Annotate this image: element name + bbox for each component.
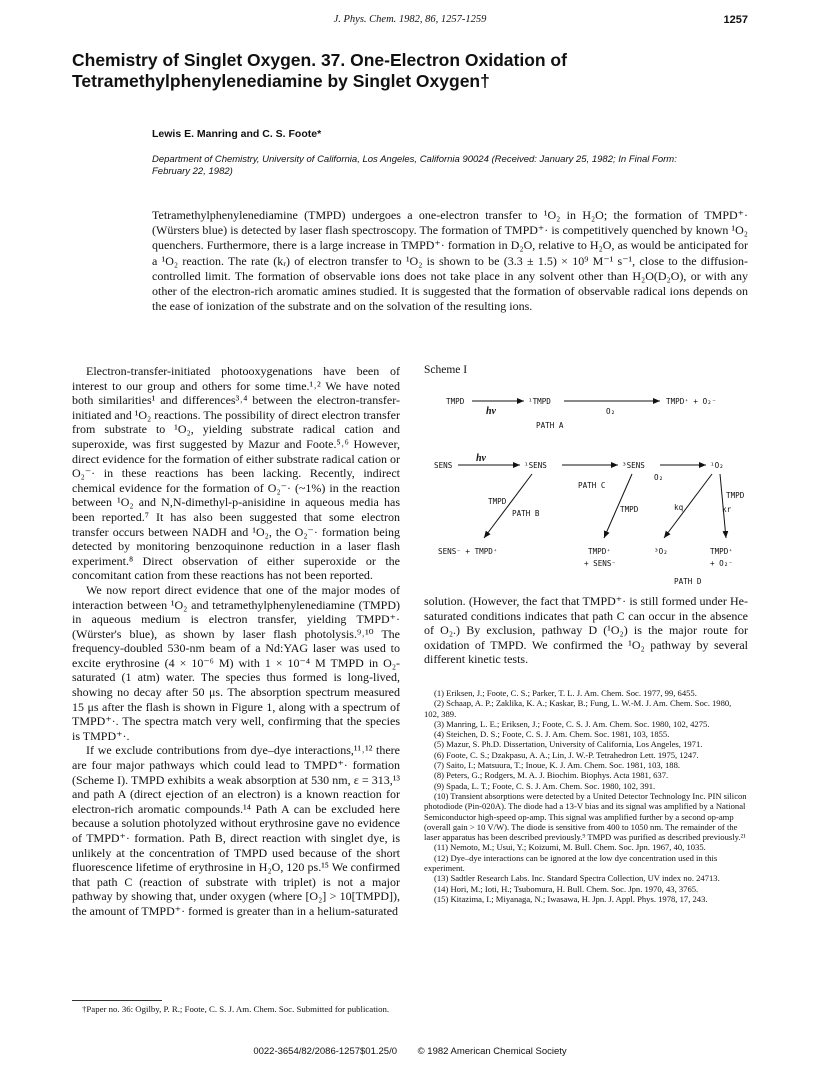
article-title: Chemistry of Singlet Oxygen. 37. One-Electron Oxidation of Tetramethylphenylenediamine by Singlet Oxygen† [72, 50, 567, 91]
reference-item: (14) Hori, M.; Ioti, H.; Tsubomura, H. Bull. Chem. Soc. Jpn. 1970, 43, 3765. [434, 883, 699, 894]
tmpd-label-b: TMPD [488, 497, 507, 506]
page-footer [72, 1046, 748, 1057]
reference-item: (9) Spada, L. T.; Foote, C. S. J. Am. Chem. Soc. 1980, 102, 391. [434, 780, 656, 791]
sens-singlet-label: ¹SENS [524, 461, 547, 470]
path-b-label: PATH B [512, 509, 540, 518]
hv-label: hν [486, 406, 496, 417]
product-b-label: SENS⁻ + TMPD⁺ [438, 547, 498, 556]
reference-item: (6) Foote, C. S.; Dzakpasu, A. A.; Lin, J. W.-P. Tetrahedron Lett. 1975, 1247. [434, 749, 699, 760]
product-d-superoxide-label: + O₂⁻ [710, 559, 733, 568]
page-number: 1257 [723, 14, 748, 26]
body-paragraph: If we exclude contributions from dye–dye interactions,¹¹˒¹² there are four major pathways which could lead to TMPD⁺· formation (Scheme I). TMPD exhibits a weak absorption at 530 nm, ε = 313,¹³ and path A (direct ejection of an electron) is a known reaction for electron-rich aromatic compounds.¹⁴ Path A can be excluded here because a solution photolyzed without erythrosine gave no evidence of TMPD⁺· formation. Path B, direct reaction with singlet dye, is unlikely at the concentration of TMPD used because of the short fluorescence lifetime of erythrosine in H₂O, 120 ps.¹⁵ We confirmed that path C (reaction of substrate with triplet) is not a major pathway by showing that, under oxygen (where [O₂] > 10[TMPD]), the amount of TMPD⁺· formed is greater than in a helium-saturated [72, 743, 400, 918]
o2-singlet-label: ¹O₂ [710, 461, 724, 470]
author-list: Lewis E. Manring and C. S. Foote* [152, 128, 322, 140]
title-footnote: †Paper no. 36: Ogilby, P. R.; Foote, C. S. J. Am. Chem. Soc. Submitted for publication. [82, 1004, 390, 1014]
tmpd-label-d: TMPD [726, 491, 745, 500]
reference-item: (8) Peters, G.; Rodgers, M. A. J. Biochim. Biophys. Acta 1981, 637. [434, 770, 669, 781]
reference-item: (13) Sadtler Research Labs. Inc. Standard Spectra Collection, UV index no. 24713. [434, 873, 720, 884]
path-d-label: PATH D [674, 577, 702, 586]
reference-item: (12) Dye–dye interactions can be ignored at the low dye concentration used in this experiment. [424, 852, 718, 874]
kq-label: kq [674, 503, 684, 512]
body-paragraph: Electron-transfer-initiated photooxygenations have been of interest to our group and others for some time.¹˒² We have noted both similarities¹ and differences³˒⁴ between the electron-transfer-initiated and ¹O₂ reactions. The possibility of direct electron transfer from substrate to ¹O₂, yielding substrate radical cation and superoxide, was first suggested by Mazur and Foote.⁵˒⁶ However, direct evidence for the formation of either substrate radical cation or O₂⁻· in these reactions has been lacking. Recently, indirect chemical evidence for the formation of O₂⁻· (~1%) in the reaction between ¹O₂ and N,N-dimethyl-p-anisidine in aqueous media has been reported.⁷ It has also been suggested that some electron transfer occurs between NADH and ¹O₂, the O₂⁻· formation being detected by monitoring benzoquinone reduction in a laser flash experiment.⁸ Direct observation of either superoxide or the concomitant cation from these reactions has not been reported. [72, 364, 400, 583]
scheme-title: Scheme I [424, 364, 468, 376]
reference-item: (4) Steichen, D. S.; Foote, C. S. J. Am. Chem. Soc. 1981, 103, 1855. [434, 729, 670, 740]
tmpd-label: TMPD [446, 397, 465, 406]
journal-citation: J. Phys. Chem. 1982, 86, 1257-1259 [333, 14, 487, 25]
copyright-notice: © 1982 American Chemical Society [417, 1046, 567, 1057]
running-header [72, 14, 748, 30]
reference-item: (7) Saito, I.; Matsuura, T.; Inoue, K. J. Am. Chem. Soc. 1981, 103, 188. [434, 760, 681, 771]
reference-item: (15) Kitazima, I.; Miyanaga, N.; Iwasawa, H. Jpn. J. Appl. Phys. 1978, 17, 243. [434, 893, 708, 904]
tmpd-ion-pair-label: TMPD⁺ + O₂⁻ [666, 397, 717, 406]
product-c-sens-label: + SENS⁻ [584, 559, 617, 568]
reference-item: (5) Mazur, S. Ph.D. Dissertation, University of California, Los Angeles, 1971. [434, 739, 703, 750]
reaction-scheme-diagram [428, 388, 746, 598]
reference-item: (2) Schaap, A. P.; Zaklika, K. A.; Kaskar, B.; Fung, L. W.-M. J. Am. Chem. Soc. 1980, 102, 389. [424, 698, 732, 719]
body-column-left [72, 364, 400, 919]
abstract: Tetramethylphenylenediamine (TMPD) undergoes a one-electron transfer to ¹O₂ in H₂O; the formation of TMPD⁺· (Würsters blue) is detected by laser flash spectroscopy. The formation of TMPD⁺· is competitively quenched by known ¹O₂ quenchers. Furthermore, there is a large increase in TMPD⁺· formation in D₂O, relative to H₂O, as would be anticipated for a ¹O₂ reaction. The rate (kᵣ) of electron transfer to ¹O₂ is shown to be (3.3 ± 1.5) × 10⁹ M⁻¹ s⁻¹, close to the diffusion-controlled limit. The formation of observable ions does not take place in any solvent other than H₂O(D₂O), or with any other of the electron-rich aromatic amines studied. It is suggested that the formation of observable radical ions depends on the ease of ionization of the substrate and on the solvation of the resulting ions. [152, 208, 748, 314]
sens-triplet-label: ³SENS [622, 461, 645, 470]
body-paragraph-right: solution. (However, the fact that TMPD⁺· is still formed under He-saturated conditions indicates that path C can occur in the absence of O₂.) By exclusion, pathway D (¹O₂) is the major route for oxidation of TMPD. We confirmed the ¹O₂ pathway by several different kinetic tests. [424, 594, 748, 667]
arrow-quenching [664, 474, 712, 538]
reference-item: (1) Eriksen, J.; Foote, C. S.; Parker, T. L. J. Am. Chem. Soc. 1977, 99, 6455. [434, 688, 697, 698]
tmpd-label-c: TMPD [620, 505, 639, 514]
hv-label-sens: hν [476, 453, 486, 464]
body-paragraph: We now report direct evidence that one of the major modes of interaction between ¹O₂ and tetramethylphenylenediamine (TMPD) in aqueous medium is electron transfer, yielding TMPD⁺· (Würster's blue), as shown by laser flash photolysis.⁹˒¹⁰ The frequency-doubled 530-nm beam of a Nd:YAG laser was used to excite erythrosine (4 × 10⁻⁶ M) with 1 × 10⁻⁴ M TMPD in O₂-saturated (1 atm) water. The species thus formed is long-lived, showing no decay after 50 μs. The absorption spectrum measured 15 μs after the flash is shown in Figure 1, along with a spectrum of TMPD⁺·. The spectra match very well, confirming that the species is TMPD⁺·. [72, 582, 400, 743]
reference-list [424, 688, 748, 904]
o2-label-energy: O₂ [654, 473, 664, 482]
o2-label: O₂ [606, 407, 616, 416]
arrow-path-b [484, 474, 532, 538]
product-d-label: TMPD⁺ [710, 547, 733, 556]
reference-item: (10) Transient absorptions were detected by a United Detector Technology Inc. PIN silicon photodiode (Pin-020A). The diode had a 13-V bias and its signal was amplified by a National Semiconductor high-speed op-amp. This signal was amplified further by a second op-amp (overall gain > 10 V/W). The diode is sensitive from 400 to 1050 nm. The remainder of the laser apparatus has been described previously.⁹ TMPD was purified as described previously.²¹ [424, 790, 747, 843]
kr-label: kr [722, 505, 732, 514]
product-c-label: TMPD⁺ [588, 547, 611, 556]
affiliation: Department of Chemistry, University of California, Los Angeles, California 90024 (Received: January 25, 1982; In Final Form: February 22, 1982) [152, 154, 677, 177]
footnote-divider [72, 1000, 162, 1001]
path-c-label: PATH C [578, 481, 606, 490]
reference-item: (3) Manring, L. E.; Eriksen, J.; Foote, C. S. J. Am. Chem. Soc. 1980, 102, 4275. [434, 718, 710, 729]
sens-label: SENS [434, 461, 453, 470]
reference-item: (11) Nemoto, M.; Usui, Y.; Koizumi, M. Bull. Chem. Soc. Jpn. 1967, 40, 1035. [434, 842, 706, 853]
article-code: 0022-3654/82/2086-1257$01.25/0 [253, 1046, 397, 1057]
path-a-label: PATH A [536, 421, 564, 430]
tmpd-singlet-label: ¹TMPD [528, 397, 551, 406]
product-quench-label: ³O₂ [654, 547, 668, 556]
